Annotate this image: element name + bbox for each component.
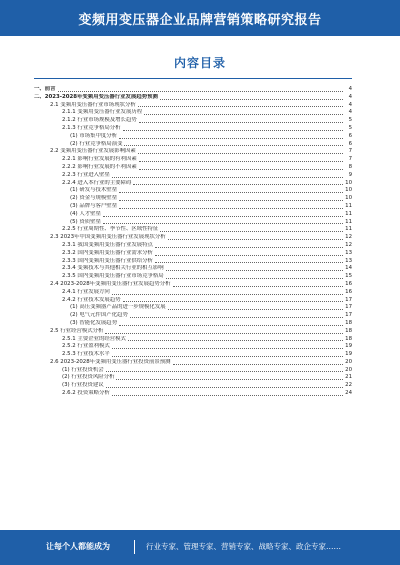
toc-entry[interactable]: [34, 172, 352, 180]
toc-entry[interactable]: [34, 226, 352, 234]
toc-entry[interactable]: [34, 351, 352, 359]
toc-entry-page: 20: [345, 358, 352, 365]
toc-entry-page: 4: [348, 101, 352, 108]
toc-entry[interactable]: [34, 289, 352, 297]
toc-entry[interactable]: [34, 125, 352, 133]
toc-entry-page: 14: [345, 265, 352, 272]
toc-entry-page: 5: [348, 117, 352, 124]
toc-entry-label: 2.3.4 变频技术与其他相关行业的相互影响: [62, 265, 164, 272]
report-footer: [0, 530, 400, 565]
toc-entry-label: 2.2.4 进入本行业的主要障碍: [62, 179, 132, 186]
toc-leader-dots: [160, 230, 343, 232]
toc-entry-label: 2.3 2023年中国变频用变压器行业发展现状分析: [50, 234, 166, 241]
toc-leader-dots: [103, 215, 343, 217]
toc-leader-dots: [106, 386, 343, 388]
toc-leader-dots: [168, 238, 343, 240]
toc-entry-label: 2.1 变频用变压器行业市场现状分析: [50, 101, 136, 108]
toc-entry-label: 2.3.3 国内变频用变压器行业供给分析: [62, 257, 153, 264]
table-of-contents: [34, 86, 352, 398]
toc-entry-label: 2.2.5 行业周期性、季节性、区域性特征: [62, 226, 159, 233]
toc-leader-dots: [166, 277, 343, 279]
toc-entry-label: (1) 研发与技术壁垒: [70, 187, 118, 194]
toc-leader-dots: [119, 137, 343, 139]
toc-entry[interactable]: [34, 258, 352, 266]
toc-leader-dots: [116, 378, 343, 380]
toc-leader-dots: [173, 285, 343, 287]
toc-entry-label: 2.2.3 行业进入壁垒: [62, 171, 110, 178]
toc-entry[interactable]: [34, 234, 352, 242]
toc-entry-page: 7: [348, 156, 352, 163]
toc-entry-page: 19: [345, 351, 352, 358]
toc-entry-label: (2) 电气元件国产化趋势: [70, 312, 128, 319]
toc-entry[interactable]: [34, 312, 352, 320]
toc-entry-page: 17: [345, 296, 352, 303]
toc-entry-page: 4: [348, 86, 352, 92]
toc-entry-label: 2.1.1 变频用变压器行业发展历程: [62, 109, 143, 116]
toc-entry-page: 21: [345, 374, 352, 381]
toc-entry[interactable]: [34, 180, 352, 188]
toc-entry[interactable]: [34, 117, 352, 125]
report-title: 变频用变压器企业品牌营销策略研究报告: [78, 13, 322, 28]
toc-entry[interactable]: [34, 320, 352, 328]
toc-entry[interactable]: [34, 94, 352, 102]
toc-entry-page: 19: [345, 343, 352, 350]
toc-entry[interactable]: [34, 250, 352, 258]
toc-entry-page: 6: [348, 140, 352, 147]
toc-entry-page: 24: [345, 390, 352, 397]
toc-entry-label: 2.4.2 行业技术发展趋势: [62, 296, 121, 303]
toc-entry-label: 2.6 2023-2028年变频用变压器行业投资前景预测: [50, 358, 171, 365]
toc-leader-dots: [112, 176, 343, 178]
toc-leader-dots: [128, 339, 343, 341]
toc-leader-dots: [160, 98, 343, 100]
toc-entry-label: 2.1.2 行业市场规模及增长趋势: [62, 117, 137, 124]
toc-entry-page: 4: [348, 109, 352, 116]
toc-entry-page: 18: [345, 327, 352, 334]
toc-entry-label: (2) 行业竞争格局演变: [70, 140, 123, 147]
toc-leader-dots: [123, 129, 343, 131]
toc-entry-label: 2.5.3 行业技术水平: [62, 351, 110, 358]
toc-leader-dots: [106, 370, 343, 372]
toc-entry-label: 2.4 2023-2028年变频用变压器行业发展趋势分析: [50, 280, 171, 287]
toc-divider: [34, 78, 352, 79]
toc-entry-label: (2) 资金与规模壁垒: [70, 195, 118, 202]
toc-entry-label: 2.3.1 我国变频用变压器行业发展特点: [62, 241, 153, 248]
toc-entry[interactable]: [34, 336, 352, 344]
toc-entry-page: 7: [348, 148, 352, 155]
toc-entry[interactable]: [34, 374, 352, 382]
toc-entry[interactable]: [34, 242, 352, 250]
toc-entry-page: 10: [345, 187, 352, 194]
footer-tagline: 行业专家、管理专家、营销专家、战略专家、政企专家……: [146, 542, 341, 551]
toc-leader-dots: [133, 183, 343, 185]
toc-leader-dots: [144, 113, 343, 115]
toc-entry[interactable]: [34, 86, 352, 94]
toc-entry-label: (5) 资质壁垒: [70, 218, 101, 225]
footer-slogan: 让每个人都能成为: [46, 542, 110, 551]
toc-leader-dots: [112, 355, 343, 357]
toc-entry-page: 11: [345, 226, 352, 233]
toc-entry[interactable]: [34, 141, 352, 149]
toc-entry-label: 2.6.2 投资策略分析: [62, 390, 110, 397]
toc-leader-dots: [119, 191, 343, 193]
footer-divider: [134, 540, 135, 554]
toc-leader-dots: [155, 254, 343, 256]
toc-entry-page: 20: [345, 366, 352, 373]
toc-entry-label: 2.5 行业经营模式分析: [50, 327, 104, 334]
toc-entry-page: 4: [348, 93, 352, 100]
toc-leader-dots: [119, 324, 343, 326]
toc-entry-page: 15: [345, 273, 352, 280]
toc-entry[interactable]: [34, 273, 352, 281]
toc-leader-dots: [138, 105, 343, 107]
toc-entry[interactable]: [34, 203, 352, 211]
toc-entry-page: 9: [348, 171, 352, 178]
toc-entry-page: 13: [345, 257, 352, 264]
toc-leader-dots: [58, 90, 343, 92]
toc-entry[interactable]: [34, 133, 352, 141]
toc-entry-label: (2) 行业投资风险分析: [62, 374, 115, 381]
toc-entry-page: 17: [345, 304, 352, 311]
toc-entry-label: 2.1.3 行业竞争格局分析: [62, 124, 121, 131]
toc-leader-dots: [139, 121, 343, 123]
toc-leader-dots: [112, 293, 343, 295]
toc-entry[interactable]: [34, 343, 352, 351]
toc-leader-dots: [139, 168, 343, 170]
toc-entry[interactable]: [34, 328, 352, 336]
toc-entry-page: 11: [345, 202, 352, 209]
toc-leader-dots: [112, 394, 343, 396]
toc-entry[interactable]: [34, 211, 352, 219]
toc-entry-page: 10: [345, 195, 352, 202]
toc-entry[interactable]: [34, 148, 352, 156]
report-header: [0, 0, 400, 36]
toc-entry-label: (1) 市场集中度分析: [70, 132, 118, 139]
toc-entry-label: 2.3.5 国内变频用变压器行业市场竞争格局: [62, 273, 164, 280]
toc-entry[interactable]: [34, 297, 352, 305]
toc-entry[interactable]: [34, 390, 352, 398]
toc-leader-dots: [119, 207, 343, 209]
toc-entry-page: 22: [345, 382, 352, 389]
toc-leader-dots: [166, 269, 343, 271]
toc-leader-dots: [123, 300, 343, 302]
toc-entry-page: 13: [345, 249, 352, 256]
toc-entry-page: 12: [345, 241, 352, 248]
toc-entry[interactable]: [34, 164, 352, 172]
toc-entry[interactable]: [34, 367, 352, 375]
toc-entry[interactable]: [34, 265, 352, 273]
toc-entry-label: 2.5.2 行业盈利模式: [62, 343, 110, 350]
toc-entry-label: 2.2.1 影响行业发展的有利因素: [62, 156, 137, 163]
toc-entry-label: 一、前言: [34, 86, 56, 92]
toc-leader-dots: [139, 160, 343, 162]
toc-entry-page: 18: [345, 319, 352, 326]
toc-leader-dots: [138, 152, 343, 154]
toc-entry-label: 2.4.1 行业发展方向: [62, 288, 110, 295]
toc-entry-label: (1) 行业投资机会: [62, 366, 104, 373]
toc-leader-dots: [119, 199, 343, 201]
toc-leader-dots: [103, 222, 343, 224]
toc-leader-dots: [155, 246, 343, 248]
toc-entry-label: 二、2023-2028年变频用变压器行业发展趋势预测: [34, 93, 158, 100]
toc-entry-label: 2.5.1 主要企业的经营模式: [62, 335, 126, 342]
toc-entry-label: (4) 人才壁垒: [70, 210, 101, 217]
toc-leader-dots: [105, 332, 343, 334]
toc-entry[interactable]: [34, 304, 352, 312]
toc-entry[interactable]: [34, 281, 352, 289]
toc-entry-page: 5: [348, 124, 352, 131]
toc-title: 内容目录: [173, 56, 226, 70]
toc-entry-page: 6: [348, 132, 352, 139]
toc-entry[interactable]: [34, 102, 352, 110]
toc-entry[interactable]: [34, 156, 352, 164]
toc-entry-page: 10: [345, 179, 352, 186]
toc-entry-page: 11: [345, 218, 352, 225]
toc-entry[interactable]: [34, 219, 352, 227]
toc-entry-label: (3) 品牌与客户壁垒: [70, 202, 118, 209]
toc-entry-page: 18: [345, 335, 352, 342]
toc-entry-label: 2.3.2 国内变频用变压器行业需求分析: [62, 249, 153, 256]
toc-entry[interactable]: [34, 359, 352, 367]
toc-entry-page: 17: [345, 312, 352, 319]
toc-entry-label: (1) 高压变频器产品的进一步规模化发展: [70, 304, 166, 311]
toc-entry[interactable]: [34, 109, 352, 117]
toc-entry-page: 16: [345, 280, 352, 287]
toc-entry-page: 16: [345, 288, 352, 295]
toc-entry[interactable]: [34, 195, 352, 203]
toc-leader-dots: [173, 363, 343, 365]
toc-entry-label: (3) 智能化发展趋势: [70, 319, 118, 326]
toc-leader-dots: [112, 347, 343, 349]
toc-entry[interactable]: [34, 187, 352, 195]
toc-leader-dots: [155, 261, 343, 263]
toc-entry-page: 8: [348, 163, 352, 170]
toc-leader-dots: [130, 316, 343, 318]
toc-entry-label: 2.2.2 影响行业发展的不利因素: [62, 163, 137, 170]
toc-entry-page: 12: [345, 234, 352, 241]
toc-leader-dots: [124, 144, 343, 146]
toc-leader-dots: [168, 308, 343, 310]
toc-entry[interactable]: [34, 382, 352, 390]
toc-entry-label: 2.2 变频用变压器行业发展影响因素: [50, 148, 136, 155]
toc-entry-label: (3) 行业投资建议: [62, 382, 104, 389]
toc-entry-page: 11: [345, 210, 352, 217]
